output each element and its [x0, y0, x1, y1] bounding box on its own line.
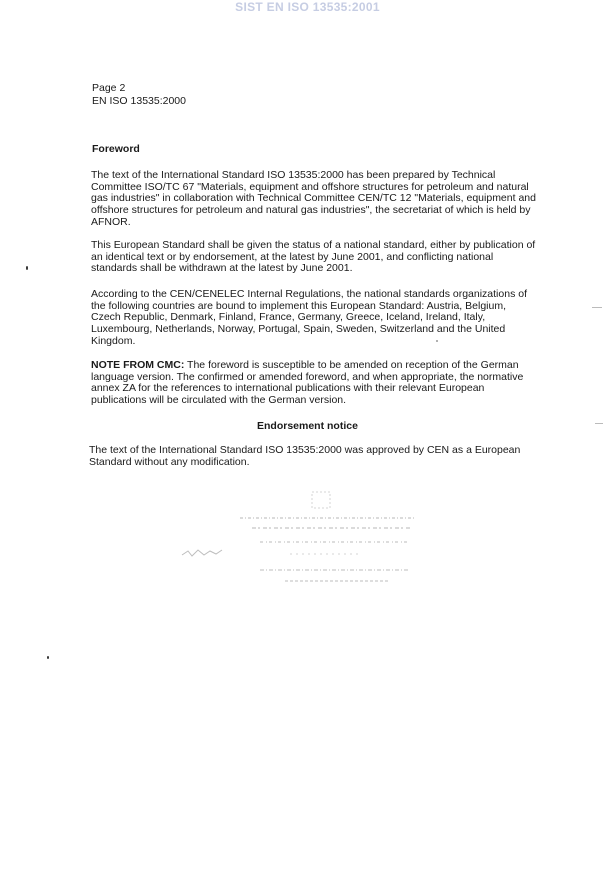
cmc-note [91, 360, 536, 407]
page-number: Page 2 [92, 82, 126, 94]
scan-speck [47, 656, 49, 659]
stamp-graphic [230, 490, 420, 590]
foreword-paragraph-2: This European Standard shall be given the status of a national standard, either by publication of an identical text or by endorsement, at the latest by June 2001, and conflicting national standards shall be withdrawn at the latest by June 2001. [91, 239, 536, 275]
scan-speck [436, 340, 438, 342]
watermark: SIST EN ISO 13535:2001 [235, 0, 380, 14]
scan-speck [595, 423, 603, 424]
foreword-paragraph-3: According to the CEN/CENELEC Internal Regulations, the national standards organizations of the following countries are bound to implement this European Standard: Austria, Belgium, Czech Republic, Denmark, Finland, France, Germany, Greece, Iceland, Ireland, Italy, Luxembourg, Netherlands, Norway, Portugal, Spain, Sweden, Switzerland and the United Kingdom. [91, 288, 527, 347]
faded-stamp [230, 490, 420, 590]
endorsement-heading: Endorsement notice [257, 420, 358, 432]
scan-speck [26, 266, 28, 270]
scan-speck [592, 307, 602, 308]
cmc-note-text: The foreword is susceptible to be amended on reception of the German language version. The confirmed or amended foreword, and when appropriate, the normative annex ZA for the references to international publications with their relevant European publications will be circulated with the German version. [91, 359, 524, 407]
page-header [92, 82, 186, 108]
endorsement-text: The text of the International Standard ISO 13535:2000 was approved by CEN as a European Standard without any modification. [89, 444, 521, 468]
foreword-heading: Foreword [92, 143, 140, 155]
cmc-note-label: NOTE FROM CMC: [91, 359, 185, 371]
stamp-scribble [180, 546, 225, 560]
standard-reference: EN ISO 13535:2000 [92, 95, 186, 107]
foreword-paragraph-1: The text of the International Standard ISO 13535:2000 has been prepared by Technical Committee ISO/TC 67 "Materials, equipment and offshore structures for petroleum and natural gas industries" in collaboration with Technical Committee CEN/TC 12 "Materials, equipment and offshore structures for petroleum and natural gas industries", the secretariat of which is held by AFNOR. [91, 169, 536, 228]
